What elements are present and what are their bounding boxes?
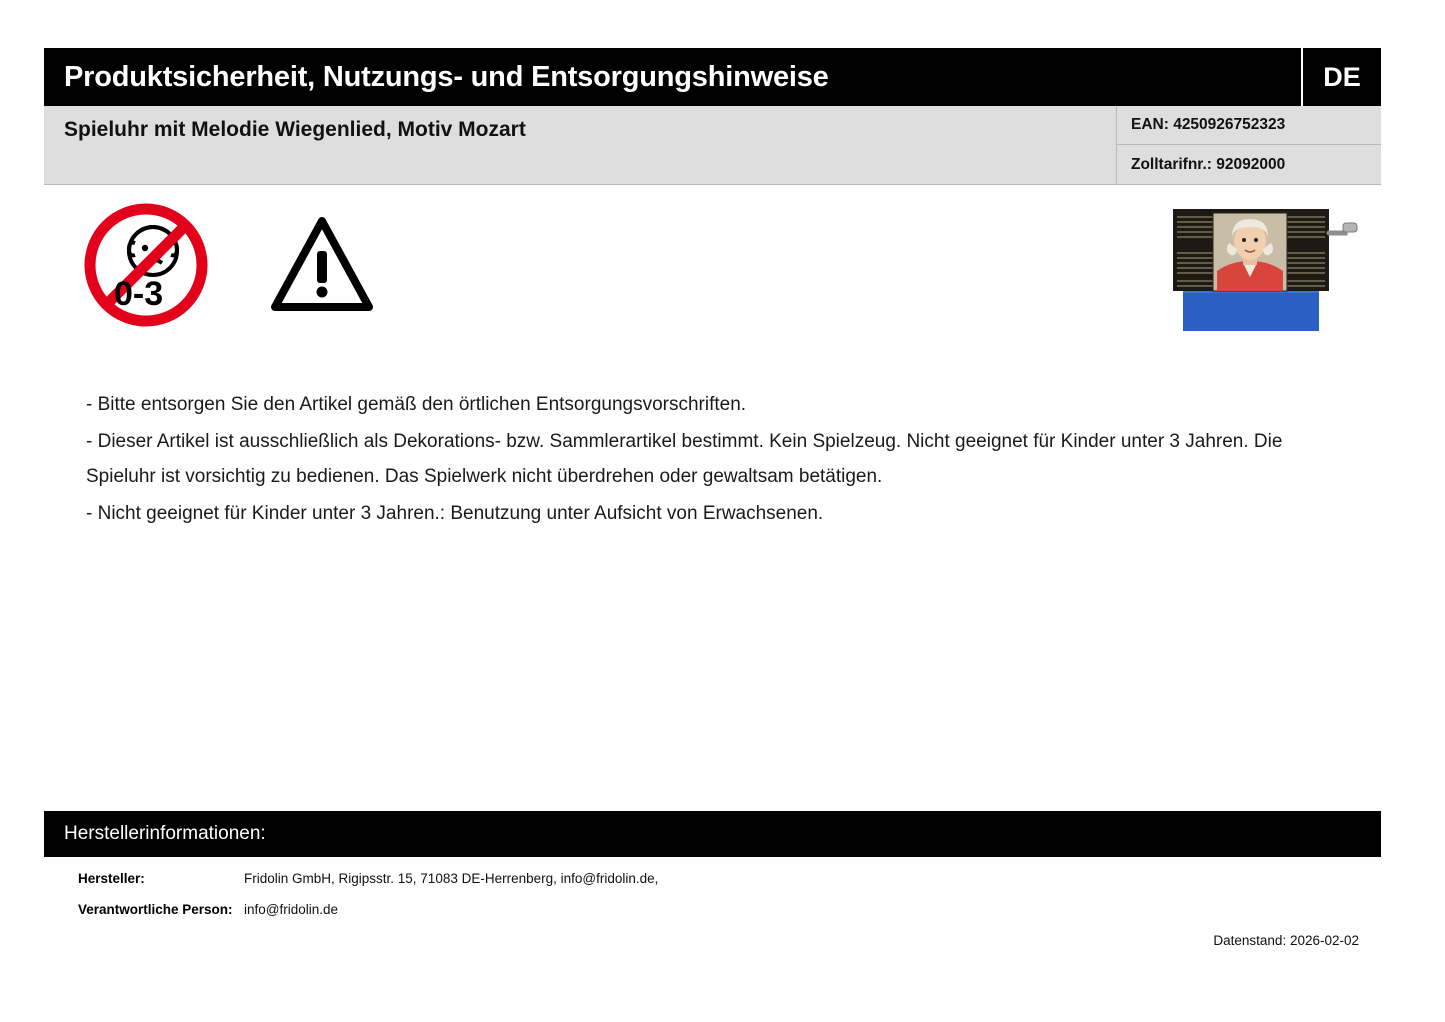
pictogram-row — [80, 199, 374, 331]
manufacturer-section — [44, 811, 1381, 948]
product-safety-sheet — [44, 48, 1381, 948]
responsible-person-row — [44, 902, 1381, 917]
product-subheader — [44, 106, 1381, 185]
product-name: Spieluhr mit Melodie Wiegenlied, Motiv Mozart — [64, 118, 526, 141]
music-box-mozart-photo — [1159, 197, 1359, 347]
document-header — [44, 48, 1381, 106]
product-meta-cell — [1116, 106, 1381, 184]
manufacturer-details — [44, 857, 1381, 948]
manufacturer-value: Fridolin GmbH, Rigipsstr. 15, 71083 DE-Herrenberg, info@fridolin.de, — [244, 871, 659, 886]
note-item: - Bitte entsorgen Sie den Artikel gemäß den örtlichen Entsorgungsvorschriften. — [86, 394, 747, 415]
data-status: Datenstand: 2026-02-02 — [1213, 933, 1359, 948]
language-badge: DE — [1301, 48, 1363, 106]
responsible-person-label: Verantwortliche Person: — [78, 902, 233, 917]
manufacturer-label: Hersteller: — [78, 871, 145, 886]
no-children-under-3-icon — [80, 199, 212, 331]
manufacturer-row — [44, 871, 1381, 886]
pictogram-area — [44, 185, 1381, 375]
age-label: 0-3 — [114, 275, 164, 313]
manufacturer-section-title: Herstellerinformationen: — [44, 811, 1381, 857]
note-item: - Dieser Artikel ist ausschließlich als Dekorations- bzw. Sammlerartikel bestimmt. Kein Spielzeug. Nicht geeignet für Kinder unter 3 Jahren. Die Spieluhr ist vorsichtig zu bedienen. Das Spielwerk nicht überdrehen oder gewaltsam betätigen. — [86, 431, 1283, 488]
warning-triangle-icon — [270, 213, 374, 317]
responsible-person-value: info@fridolin.de — [244, 902, 339, 917]
product-name-cell — [44, 106, 1116, 184]
ean-row: EAN: 4250926752323 — [1117, 106, 1381, 145]
note-item: - Nicht geeignet für Kinder unter 3 Jahren.: Benutzung unter Aufsicht von Erwachsenen. — [86, 503, 824, 525]
safety-notes — [44, 375, 1381, 532]
tariff-row: Zolltarifnr.: 92092000 — [1131, 155, 1286, 173]
page-title: Produktsicherheit, Nutzungs- und Entsorgungshinweise — [64, 60, 829, 93]
